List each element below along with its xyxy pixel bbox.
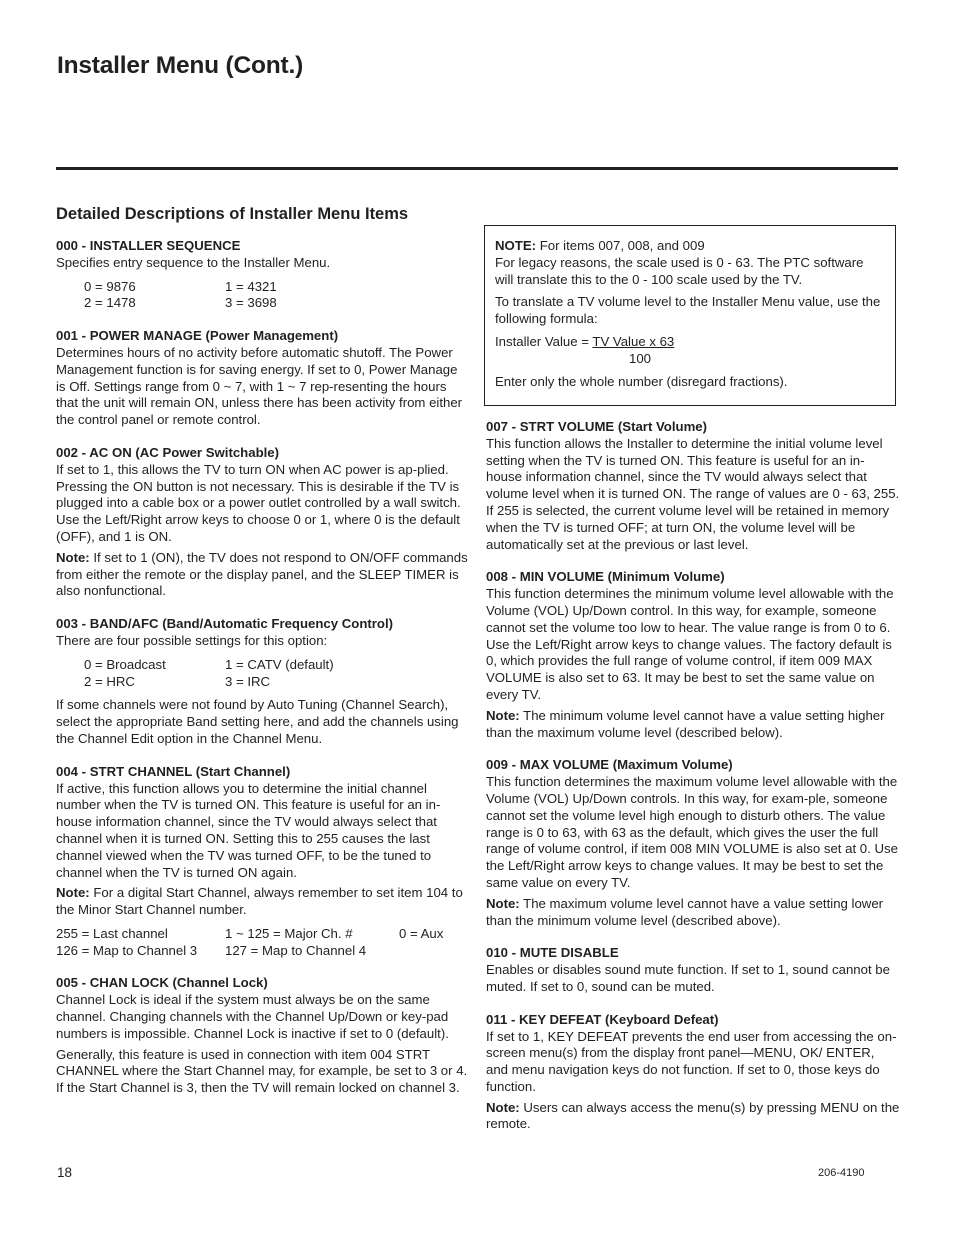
code-cell: 1 = CATV (default) bbox=[225, 656, 334, 672]
item-heading: 004 - STRT CHANNEL (Start Channel) bbox=[56, 763, 291, 779]
item-heading: 008 - MIN VOLUME (Minimum Volume) bbox=[486, 569, 725, 585]
note-text: The minimum volume level cannot have a value setting higher than the maximum volume level (described below). bbox=[486, 707, 885, 740]
item-010 bbox=[486, 945, 900, 995]
formula-numerator: TV Value x 63 bbox=[592, 333, 675, 349]
item-004 bbox=[56, 764, 468, 960]
item-heading: 000 - INSTALLER SEQUENCE bbox=[56, 238, 241, 253]
item-000 bbox=[56, 238, 468, 312]
code-table bbox=[56, 926, 443, 960]
code-table bbox=[84, 657, 334, 691]
item-011 bbox=[486, 1012, 900, 1134]
item-001 bbox=[56, 328, 468, 429]
item-body: If active, this function allows you to determine the initial channel number when the TV is turned ON. This feature is useful for an in-house information channel, since the TV would always select that channel when it is turned ON. Setting this to 255 causes the last channel viewed when the TV was turned OFF, to be the tuned to channel when the TV is turned ON again. bbox=[56, 780, 441, 880]
item-heading: 011 - KEY DEFEAT (Keyboard Defeat) bbox=[486, 1011, 719, 1027]
item-heading: 003 - BAND/AFC (Band/Automatic Frequency Control) bbox=[56, 616, 394, 632]
code-cell: 126 = Map to Channel 3 bbox=[56, 942, 198, 958]
item-body: This function allows the Installer to determine the initial volume level setting when the TV is turned ON. This feature is useful for an in-house information channel, since the TV would always select that volume level when it is turned ON. The range of values are 0 - 63, 255. If 255 is selected, the current volume level will be retained in memory when the TV is turned OFF; at turn ON, the volume level will be automatically set at the previous or last level. bbox=[486, 435, 900, 552]
code-cell: 3 = 3698 bbox=[225, 295, 277, 311]
note-box-para2: To translate a TV volume level to the Installer Menu value, use the following formula: bbox=[495, 294, 881, 327]
note-label: Note: bbox=[486, 895, 520, 911]
note-label: Note: bbox=[56, 885, 90, 901]
note-box-intro bbox=[495, 238, 885, 288]
item-body: If set to 1, this allows the TV to turn ON when AC power is ap-plied. Pressing the ON button is not necessary. This is desirable if the TV is plugged into a cable box or a power outlet controlled by a wall switch. Use the Left/Right arrow keys to choose 0 or 1, where 0 is the default (OFF), and 1 is ON. bbox=[56, 461, 461, 544]
item-heading: 001 - POWER MANAGE (Power Management) bbox=[56, 328, 339, 344]
item-note bbox=[56, 550, 468, 600]
code-cell: 0 = Aux bbox=[399, 925, 444, 941]
note-label: Note: bbox=[486, 1099, 520, 1115]
note-text: Users can always access the menu(s) by pressing MENU on the remote. bbox=[486, 1099, 900, 1132]
note-label: Note: bbox=[486, 707, 520, 723]
formula-lhs: Installer Value = bbox=[495, 333, 593, 349]
item-body: Determines hours of no activity before automatic shutoff. The Power Management function is for saving energy. If set to 0, Power Manage is Off. Settings range from 0 ~ 7, with 1 ~ 7 rep-resenting the hours that the unit will remain ON, unless there has been activity from either the control panel or remote control. bbox=[56, 344, 463, 428]
item-note bbox=[56, 885, 468, 919]
item-body: This function determines the maximum volume level allowable with the Volume (VOL) Up/Down controls. In this way, for exam-ple, someone cannot set the volume level high enough to disturb others. The value range is 0 to 63, with 63 as the default, which gives the user the full range of volume control, if item 008 MIN VOLUME is also set at 0. Use the Left/Right arrow keys to change values. It may be best to set the same value on every TV. bbox=[486, 774, 898, 890]
note-text: For a digital Start Channel, always remember to set item 104 to the Minor Start Channel number. bbox=[56, 885, 463, 918]
item-body: Channel Lock is ideal if the system must always be on the same channel. Changing channels with the Channel Up/Down or key-pad numbers is impossible. Channel Lock is inactive if set to 0 (default). bbox=[56, 992, 449, 1041]
note-box-label: NOTE: bbox=[495, 238, 537, 253]
item-heading: 010 - MUTE DISABLE bbox=[486, 945, 619, 961]
code-cell bbox=[399, 943, 443, 960]
item-body: Specifies entry sequence to the Installer Menu. bbox=[56, 254, 331, 270]
code-cell: 2 = HRC bbox=[84, 673, 135, 689]
item-body-2: If some channels were not found by Auto Tuning (Channel Search), select the appropriate Band setting here, and add the channels using the Channel Edit option in the Channel Menu. bbox=[56, 697, 459, 746]
right-column bbox=[486, 419, 900, 1149]
item-002 bbox=[56, 445, 468, 600]
code-cell: 0 = Broadcast bbox=[84, 656, 166, 672]
note-box-line1: For items 007, 008, and 009 bbox=[539, 238, 705, 253]
code-cell: 1 ~ 125 = Major Ch. # bbox=[225, 925, 353, 941]
note-label: Note: bbox=[56, 549, 90, 565]
volume-scale-note-box bbox=[484, 225, 896, 406]
item-body: This function determines the minimum volume level allowable with the Volume (VOL) Up/Down control. In this way, for example, someone cannot set the volume too low to hear. The value range is from 0 to 6. Use the Left/Right arrow keys to change values. The factory default is 0, which provides the full range of volume control, if item 009 MAX VOLUME is also set to 63. It may be best to set the same value on every TV. bbox=[486, 586, 894, 702]
item-note bbox=[486, 1100, 900, 1134]
note-box-para4: Enter only the whole number (disregard fractions). bbox=[495, 373, 788, 389]
item-009 bbox=[486, 757, 900, 929]
item-heading: 009 - MAX VOLUME (Maximum Volume) bbox=[486, 757, 733, 773]
code-cell: 1 = 4321 bbox=[225, 278, 277, 294]
page-title: Installer Menu (Cont.) bbox=[57, 52, 304, 79]
code-cell: 127 = Map to Channel 4 bbox=[225, 942, 367, 958]
title-divider bbox=[56, 167, 898, 170]
section-title: Detailed Descriptions of Installer Menu Items bbox=[56, 205, 409, 223]
note-text: The maximum volume level cannot have a value setting lower than the minimum volume level (described above). bbox=[486, 895, 884, 928]
item-heading: 007 - STRT VOLUME (Start Volume) bbox=[486, 419, 708, 434]
item-heading: 005 - CHAN LOCK (Channel Lock) bbox=[56, 975, 268, 991]
item-note bbox=[486, 708, 900, 742]
code-cell: 2 = 1478 bbox=[84, 295, 136, 311]
note-text: If set to 1 (ON), the TV does not respond to ON/OFF commands from either the remote or the display panel, and the SLEEP TIMER is also nonfunctional. bbox=[56, 549, 468, 599]
code-cell: 3 = IRC bbox=[225, 673, 271, 689]
item-heading: 002 - AC ON (AC Power Switchable) bbox=[56, 444, 280, 460]
item-body: Enables or disables sound mute function. If set to 1, sound cannot be muted. If set to 0, sound can be muted. bbox=[486, 962, 890, 994]
formula bbox=[495, 334, 885, 368]
code-table bbox=[84, 279, 277, 313]
item-body: There are four possible settings for this option: bbox=[56, 632, 328, 648]
note-box-line2: For legacy reasons, the scale used is 0 - 63. The PTC software will translate this to the 0 - 100 scale used by the TV. bbox=[495, 254, 864, 287]
item-note bbox=[486, 896, 900, 930]
item-007 bbox=[486, 419, 900, 553]
left-column bbox=[56, 238, 468, 1113]
item-005 bbox=[56, 975, 468, 1097]
item-003 bbox=[56, 616, 468, 748]
code-cell: 255 = Last channel bbox=[56, 925, 168, 941]
formula-denominator: 100 bbox=[629, 350, 652, 366]
item-008 bbox=[486, 569, 900, 741]
item-body: If set to 1, KEY DEFEAT prevents the end user from accessing the on-screen menu(s) from the display front panel—MENU, OK/ ENTER, and menu navigation keys do not function. If set to 0, those keys do function. bbox=[486, 1028, 897, 1094]
page-number: 18 bbox=[57, 1165, 73, 1180]
code-cell: 0 = 9876 bbox=[84, 278, 136, 294]
item-body-2: Generally, this feature is used in connection with item 004 STRT CHANNEL where the Start Channel may, for example, be set to 3 or 4. If the Start Channel is 3, then the TV will remain locked on channel 3. bbox=[56, 1046, 468, 1096]
document-number: 206-4190 bbox=[818, 1167, 865, 1179]
